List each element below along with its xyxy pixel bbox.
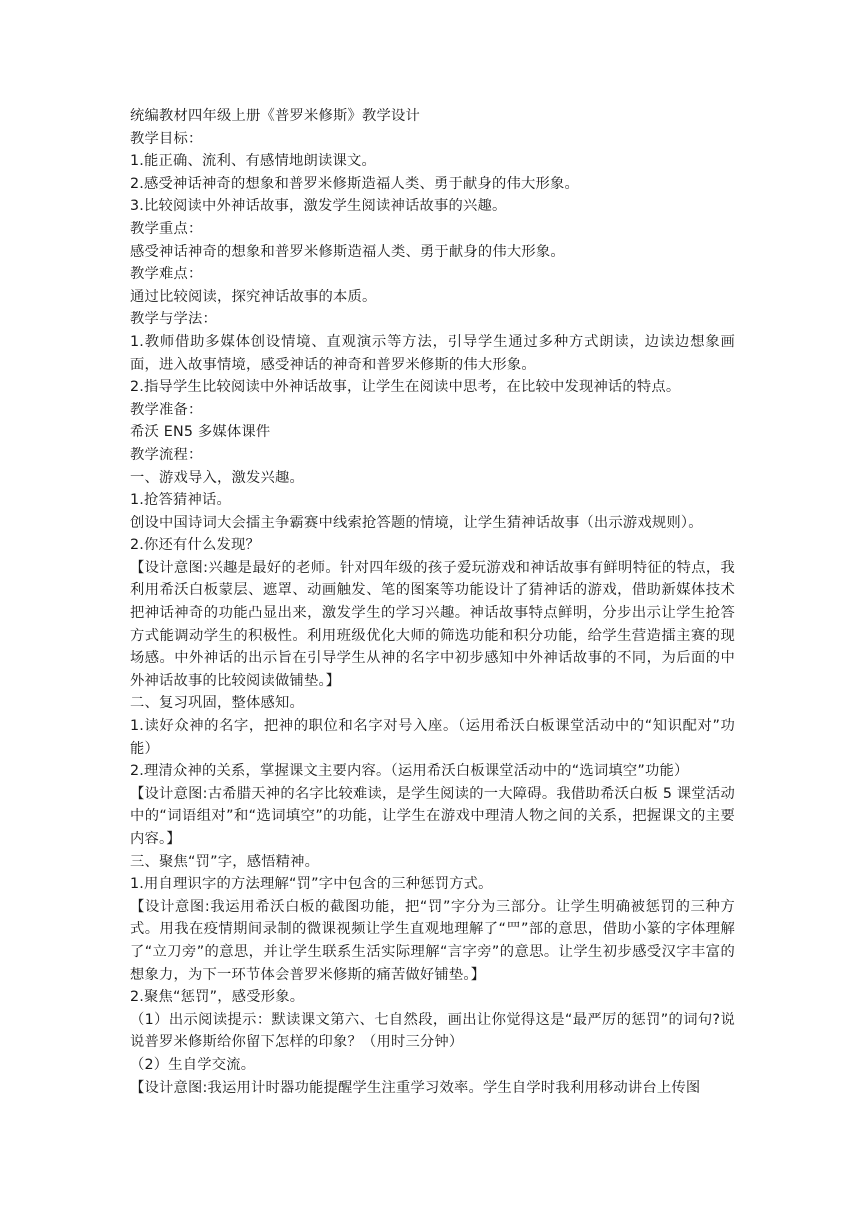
paragraph: 2.感受神话神奇的想象和普罗米修斯造福人类、勇于献身的伟大形象。 <box>130 175 579 192</box>
paragraph: 3.比较阅读中外神话故事，激发学生阅读神话故事的兴趣。 <box>130 198 507 215</box>
paragraph: 2.聚焦“惩罚”，感受形象。 <box>130 989 305 1006</box>
document-body <box>130 105 735 1099</box>
paragraph: 【设计意图:我运用希沃白板的截图功能，把“罚”字分为三部分。让学生明确被惩罚的三种方式。用我在疫情期间录制的微课视频让学生直观地理解了“罒”部的意思，借助小篆的字体理解了“立刀旁”的意思，并让学生联系生活实际理解“言字旁”的意思。让学生初步感受汉字丰富的想象力，为下一环节体会普罗米修斯的痛苦做好铺垫。】 <box>130 898 735 983</box>
paragraph: 教学难点： <box>130 266 203 283</box>
paragraph: 2.指导学生比较阅读中外神话故事，让学生在阅读中思考，在比较中发现神话的特点。 <box>130 379 681 396</box>
paragraph: 教学流程： <box>130 446 203 463</box>
paragraph: 二、复习巩固，整体感知。 <box>130 695 304 712</box>
document-title: 统编教材四年级上册《普罗米修斯》教学设计 <box>130 108 420 124</box>
paragraph: 通过比较阅读，探究神话故事的本质。 <box>130 288 377 305</box>
paragraph: 【设计意图:我运用计时器功能提醒学生注重学习效率。学生自学时我利用移动讲台上传图 <box>130 1079 701 1096</box>
paragraph: 三、聚焦“罚”字，感悟精神。 <box>130 853 320 870</box>
paragraph: （1）出示阅读提示：默读课文第六、七自然段，画出让你觉得这是“最严厉的惩罚”的词句?说说普罗米修斯给你留下怎样的印象？（用时三分钟） <box>130 1011 735 1051</box>
paragraph: 教学准备： <box>130 401 203 418</box>
paragraph: 1.读好众神的名字，把神的职位和名字对号入座。（运用希沃白板课堂活动中的“知识配对”功能） <box>130 718 735 757</box>
paragraph: 2.理清众神的关系，掌握课文主要内容。（运用希沃白板课堂活动中的“选词填空”功能） <box>130 763 689 780</box>
paragraph: 教学目标： <box>130 130 203 147</box>
paragraph: 教学与学法： <box>130 311 217 328</box>
paragraph: 1.抢答猜神话。 <box>130 492 232 509</box>
paragraph: 2.你还有什么发现？ <box>130 537 261 554</box>
paragraph: 【设计意图:古希腊天神的名字比较难读，是学生阅读的一大障碍。我借助希沃白板 5 课堂活动中的“词语组对”和“选词填空”的功能，让学生在游戏中理清人物之间的关系，把握课文的主要内容。】 <box>130 785 735 847</box>
paragraph: 感受神话神奇的想象和普罗米修斯造福人类、勇于献身的伟大形象。 <box>130 243 565 260</box>
paragraph: 教学重点： <box>130 220 203 237</box>
paragraph: 1.能正确、流利、有感情地朗读课文。 <box>130 153 376 170</box>
paragraph: 【设计意图:兴趣是最好的老师。针对四年级的孩子爱玩游戏和神话故事有鲜明特征的特点，我利用希沃白板蒙层、遮罩、动画触发、笔的图案等功能设计了猜神话的游戏，借助新媒体技术把神话神奇的功能凸显出来，激发学生的学习兴趣。神话故事特点鲜明，分步出示让学生抢答方式能调动学生的积极性。利用班级优化大师的筛选功能和积分功能，给学生营造擂主赛的现场感。中外神话的出示旨在引导学生从神的名字中初步感知中外神话故事的不同，为后面的中外神话故事的比较阅读做铺垫。】 <box>130 559 735 689</box>
paragraph: 1.教师借助多媒体创设情境、直观演示等方法，引导学生通过多种方式朗读，边读边想象画面，进入故事情境，感受神话的神奇和普罗米修斯的伟大形象。 <box>130 333 735 373</box>
paragraph: （2）生自学交流。 <box>130 1056 256 1073</box>
paragraph: 创设中国诗词大会擂主争霸赛中线索抢答题的情境，让学生猜神话故事（出示游戏规则）。 <box>130 514 703 531</box>
paragraph: 1.用自理识字的方法理解“罚”字中包含的三种惩罚方式。 <box>130 876 493 893</box>
paragraph: 希沃 EN5 多媒体课件 <box>130 424 271 441</box>
paragraph: 一、游戏导入，激发兴趣。 <box>130 469 304 486</box>
